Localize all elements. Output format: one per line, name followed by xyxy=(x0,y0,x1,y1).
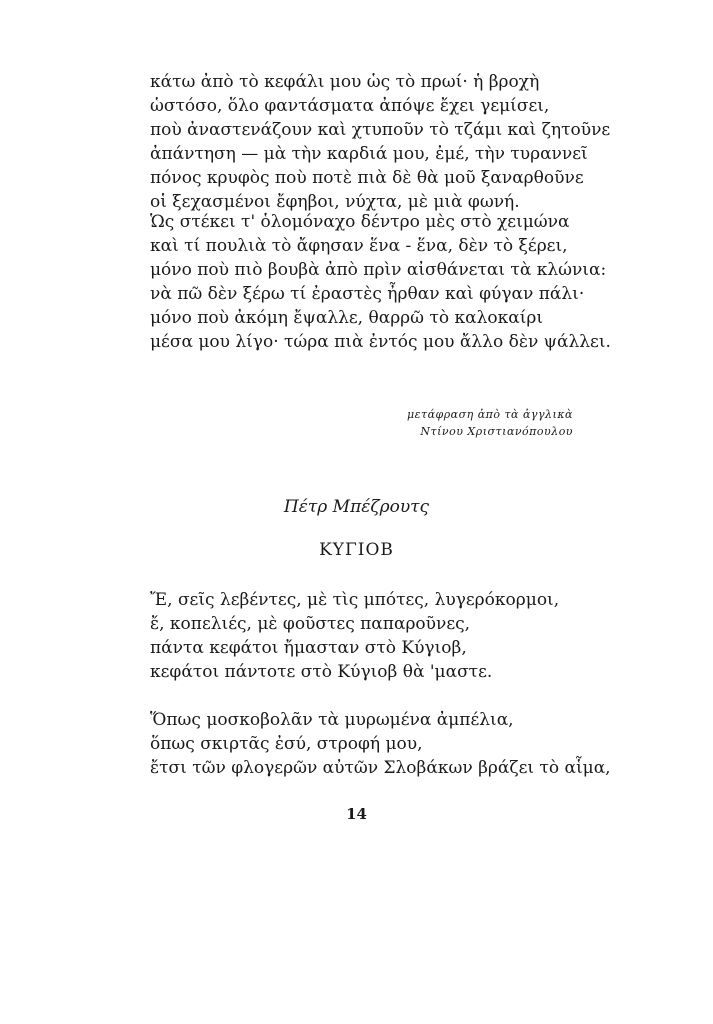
poem-line: Ὅπως μοσκοβολᾶν τὰ μυρωμένα ἀμπέλια, xyxy=(150,710,514,730)
poem-line: ἔτσι τῶν φλογερῶν αὐτῶν Σλοβάκων βράζει τὸ αἷμα, xyxy=(150,758,611,778)
poem-stanza xyxy=(150,588,620,684)
translator-name: Ντίνου Χριστιανόπουλου xyxy=(420,425,573,438)
poem-line: νὰ πῶ δὲν ξέρω τί ἐραστὲς ἦρθαν καὶ φύγαν πάλι· xyxy=(150,284,585,304)
poem-stanza xyxy=(150,70,620,214)
poem-line: κάτω ἀπὸ τὸ κεφάλι μου ὡς τὸ πρωί· ἡ βροχὴ xyxy=(150,72,540,92)
poem-author: Πέτρ Μπέζρουτς xyxy=(283,497,430,517)
page-number: 14 xyxy=(346,805,367,823)
poem-stanza xyxy=(150,210,620,354)
poem-stanza xyxy=(150,708,620,780)
poem-line: πάντα κεφάτοι ἤμασταν στὸ Κύγιοβ, xyxy=(150,638,467,658)
poem-line: ἔ, κοπελιές, μὲ φοῦστες παπαροῦνες, xyxy=(150,614,471,634)
poem-line: Ἔ, σεῖς λεβέντες, μὲ τὶς μπότες, λυγερόκορμοι, xyxy=(150,590,560,610)
poem-line: ὡστόσο, ὅλο φαντάσματα ἀπόψε ἔχει γεμίσει, xyxy=(150,96,550,116)
poem-line: κεφάτοι πάντοτε στὸ Κύγιοβ θὰ 'μαστε. xyxy=(150,662,493,682)
poem-line: οἱ ξεχασμένοι ἔφηβοι, νύχτα, μὲ μιὰ φωνή. xyxy=(150,192,520,212)
poem-line: μέσα μου λίγο· τώρα πιὰ ἐντός μου ἄλλο δὲν ψάλλει. xyxy=(150,332,611,352)
poem-line: μόνο ποὺ πιὸ βουβὰ ἀπὸ πρὶν αἰσθάνεται τὰ κλώνια: xyxy=(150,260,607,280)
poem-line: καὶ τί πουλιὰ τὸ ἄφησαν ἕνα - ἕνα, δὲν τὸ ξέρει, xyxy=(150,236,568,256)
poem-line: ἀπάντηση — μὰ τὴν καρδιά μου, ἐμέ, τὴν τυραννεῖ xyxy=(150,144,588,164)
poem-line: μόνο ποὺ ἀκόμη ἔψαλλε, θαρρῶ τὸ καλοκαίρι xyxy=(150,308,544,328)
poem-line: ποὺ ἀναστενάζουν καὶ χτυποῦν τὸ τζάμι καὶ ζητοῦνε xyxy=(150,120,611,140)
poem-line: Ὡς στέκει τ' ὁλομόναχο δέντρο μὲς στὸ χειμώνα xyxy=(150,212,570,232)
translation-credit: μετάφραση ἀπὸ τὰ ἀγγλικὰ xyxy=(406,408,573,421)
poem-line: πόνος κρυφὸς ποὺ ποτὲ πιὰ δὲ θὰ μοῦ ξαναρθοῦνε xyxy=(150,168,584,188)
poem-line: ὅπως σκιρτᾶς ἐσύ, στροφή μου, xyxy=(150,734,423,754)
poem-title: ΚΥΓΙΟΒ xyxy=(319,540,394,560)
